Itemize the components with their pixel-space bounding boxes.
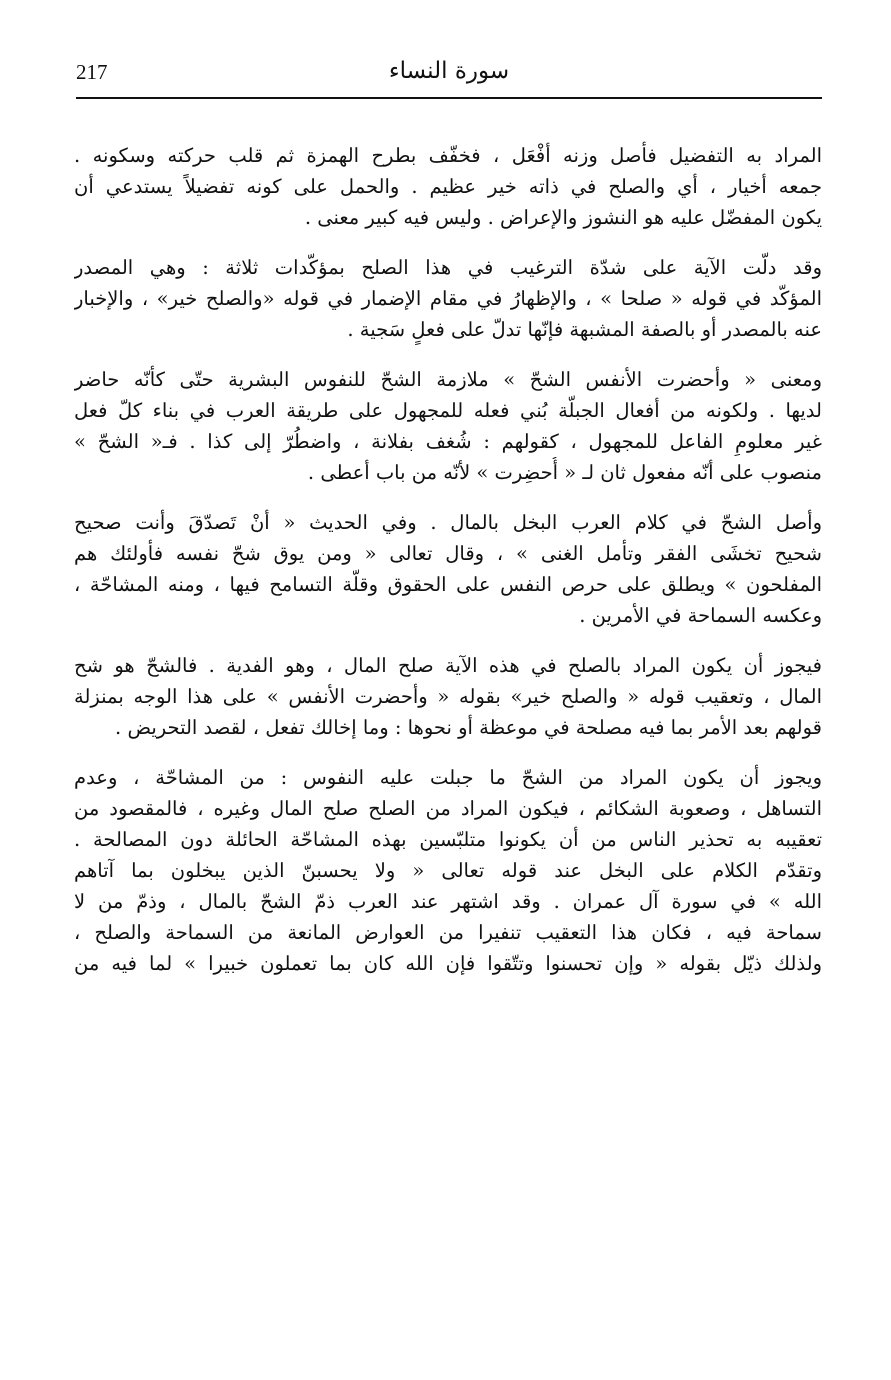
text-line: لديها . ولكونه من أفعال الجبلّة بُني فعله للمجهول على طريقة العرب في بناء كلّ فعل bbox=[74, 399, 822, 422]
paragraph bbox=[74, 364, 822, 488]
text-line: ومعنى « وأحضرت الأنفس الشحّ » ملازمة الشحّ للنفوس البشرية حتّى كأنّه حاضر bbox=[74, 368, 822, 391]
text-line: قولهم بعد الأمر بما فيه مصلحة في موعظة أو نحوها : وما إخالك تفعل ، لقصد التحريض . bbox=[115, 716, 822, 739]
text-line: المراد به التفضيل فأصل وزنه أفْعَل ، فخفّف بطرح الهمزة ثم قلب حركته وسكونه . bbox=[74, 144, 822, 167]
page-number: 217 bbox=[76, 60, 108, 84]
paragraph bbox=[74, 507, 822, 631]
paragraph bbox=[74, 762, 822, 979]
body-text bbox=[74, 140, 822, 998]
text-line: التساهل ، وصعوبة الشكائم ، فيكون المراد من الصلح صلح المال وغيره ، فالمقصود من bbox=[74, 797, 822, 820]
text-line: سماحة فيه ، فكان هذا التعقيب تنفيرا من العوارض المانعة من السماحة والصلح ، bbox=[74, 921, 822, 944]
text-line: وقد دلّت الآية على شدّة الترغيب في هذا الصلح بمؤكّدات ثلاثة : وهي المصدر bbox=[74, 256, 822, 279]
text-line: يكون المفضّل عليه هو النشوز والإعراض . وليس فيه كبير معنى . bbox=[304, 206, 822, 229]
paragraph bbox=[74, 650, 822, 743]
text-line: شحيح تخشَى الفقر وتأمل الغنى » ، وقال تعالى « ومن يوق شحّ نفسه فأولئك هم bbox=[74, 542, 822, 565]
text-line: عنه بالمصدر أو بالصفة المشبهة فإنّها تدلّ على فعلٍ سَجية . bbox=[347, 318, 822, 341]
text-line: المال ، وتعقيب قوله « والصلح خير» بقوله « وأحضرت الأنفس » على هذا الوجه بمنزلة bbox=[74, 685, 822, 708]
text-line: غير معلومِ الفاعل للمجهول ، كقولهم : شُغف بفلانة ، واضطُرّ إلى كذا . فـ« الشحّ » bbox=[74, 430, 822, 453]
paragraph bbox=[74, 252, 822, 345]
text-line: منصوب على أنّه مفعول ثان لـ « أُحضِرت » لأنّه من باب أعطى . bbox=[307, 461, 822, 484]
header-divider bbox=[76, 97, 822, 99]
text-line: وتقدّم الكلام على البخل عند قوله تعالى « ولا يحسبنّ الذين يبخلون بما آتاهم bbox=[74, 859, 822, 882]
paragraph bbox=[74, 140, 822, 233]
text-line: تعقيبه به تحذير الناس من أن يكونوا متلبّسين بهذه المشاحّة الحائلة دون المصالحة . bbox=[74, 828, 822, 851]
text-line: فيجوز أن يكون المراد بالصلح في هذه الآية صلح المال ، وهو الفدية . فالشحّ هو شح bbox=[74, 654, 822, 677]
text-line: وأصل الشحّ في كلام العرب البخل بالمال . وفي الحديث « أنْ تَصدّقَ وأنت صحيح bbox=[74, 511, 822, 534]
text-line: المفلحون » ويطلق على حرص النفس على الحقوق وقلّة التسامح فيها ، ومنه المشاحّة ، bbox=[74, 573, 822, 596]
text-line: ولذلك ذيّل بقوله « وإن تحسنوا وتتّقوا فإن الله كان بما تعملون خبيرا » لما فيه من bbox=[74, 952, 822, 975]
surah-title: سورة النساء bbox=[388, 58, 510, 84]
text-line: ويجوز أن يكون المراد من الشحّ ما جبلت عليه النفوس : من المشاحّة ، وعدم bbox=[74, 766, 822, 789]
text-line: الله » في سورة آل عمران . وقد اشتهر عند العرب ذمّ الشحّ بالمال ، وذمّ من لا bbox=[74, 890, 822, 913]
text-line: المؤكّد في قوله « صلحا » ، والإظهارُ في مقام الإضمار في قوله «والصلح خير» ، والإخبار bbox=[74, 287, 822, 310]
text-line: جمعه أخيار ، أي والصلح في ذاته خير عظيم . والحمل على كونه تفضيلاً يستدعي أن bbox=[74, 175, 822, 198]
page-header bbox=[76, 52, 822, 98]
text-line: وعكسه السماحة في الأمرين . bbox=[579, 604, 822, 627]
